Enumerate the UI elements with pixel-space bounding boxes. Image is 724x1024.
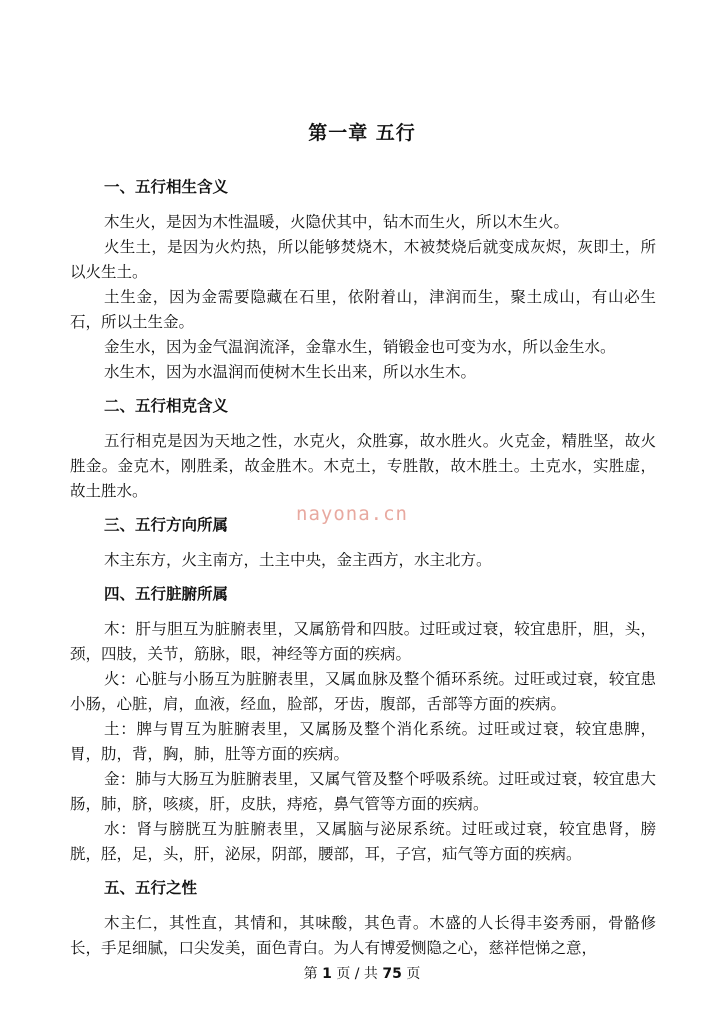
section-heading: 五、五行之性 bbox=[104, 879, 198, 897]
paragraph: 木：肝与胆互为脏腑表里，又属筋骨和四肢。过旺或过衰，较宜患肝，胆，头，颈，四肢，关节，筋脉，眼，神经等方面的疾病。 bbox=[70, 620, 656, 663]
document-body bbox=[70, 176, 656, 971]
section bbox=[70, 877, 656, 961]
paragraph: 土生金，因为金需要隐藏在石里，依附着山，津润而生，聚土成山，有山必生石，所以土生金。 bbox=[70, 288, 656, 331]
footer-prefix: 第 bbox=[303, 966, 318, 982]
paragraph: 火生土，是因为火灼热，所以能够焚烧木，木被焚烧后就变成灰烬，灰即土，所以火生土。 bbox=[70, 238, 656, 281]
footer-middle: 页 / 共 bbox=[336, 966, 378, 982]
section bbox=[70, 583, 656, 867]
section-heading: 一、五行相生含义 bbox=[104, 178, 229, 196]
paragraph: 水：肾与膀胱互为脏腑表里，又属脑与泌尿系统。过旺或过衰，较宜患肾，膀胱，胫，足，头，肝，泌尿，阴部，腰部，耳，子宫，疝气等方面的疾病。 bbox=[70, 820, 656, 863]
paragraph: 木主东方，火主南方，土主中央，金主西方，水主北方。 bbox=[104, 551, 492, 569]
footer-suffix: 页 bbox=[406, 966, 421, 982]
page-footer bbox=[0, 963, 724, 983]
section bbox=[70, 395, 656, 504]
paragraph: 五行相克是因为天地之性，水克火，众胜寡，故水胜火。火克金，精胜坚，故火胜金。金克木，刚胜柔，故金胜木。木克土，专胜散，故木胜土。土克水，实胜虚，故土胜水。 bbox=[70, 432, 656, 500]
paragraph: 水生木，因为水温润而使树木生长出来，所以水生木。 bbox=[104, 363, 477, 381]
total-pages-number: 75 bbox=[382, 966, 402, 982]
current-page-number: 1 bbox=[322, 966, 332, 982]
section bbox=[70, 176, 656, 385]
section-heading: 三、五行方向所属 bbox=[104, 516, 229, 534]
paragraph: 木主仁，其性直，其情和，其味酸，其色青。木盛的人长得丰姿秀丽，骨骼修长，手足细腻，口尖发美，面色青白。为人有博爱恻隐之心，慈祥恺悌之意， bbox=[70, 914, 656, 957]
paragraph: 木生火，是因为木性温暖，火隐伏其中，钻木而生火，所以木生火。 bbox=[104, 213, 570, 231]
paragraph: 火：心脏与小肠互为脏腑表里，又属血脉及整个循环系统。过旺或过衰，较宜患小肠，心脏，肩，血液，经血，脸部，牙齿，腹部，舌部等方面的疾病。 bbox=[70, 670, 656, 713]
paragraph: 金生水，因为金气温润流泽，金靠水生，销锻金也可变为水，所以金生水。 bbox=[104, 338, 616, 356]
watermark: nayona.cn bbox=[296, 503, 408, 525]
section-heading: 四、五行脏腑所属 bbox=[104, 585, 229, 603]
paragraph: 金：肺与大肠互为脏腑表里，又属气管及整个呼吸系统。过旺或过衰，较宜患大肠，肺，脐，咳痰，肝，皮肤，痔疮，鼻气管等方面的疾病。 bbox=[70, 770, 656, 813]
chapter-title: 第一章 五行 bbox=[308, 122, 416, 144]
paragraph: 土：脾与胃互为脏腑表里，又属肠及整个消化系统。过旺或过衰，较宜患脾，胃，肋，背，胸，肺，肚等方面的疾病。 bbox=[70, 720, 656, 763]
section-heading: 二、五行相克含义 bbox=[104, 397, 229, 415]
